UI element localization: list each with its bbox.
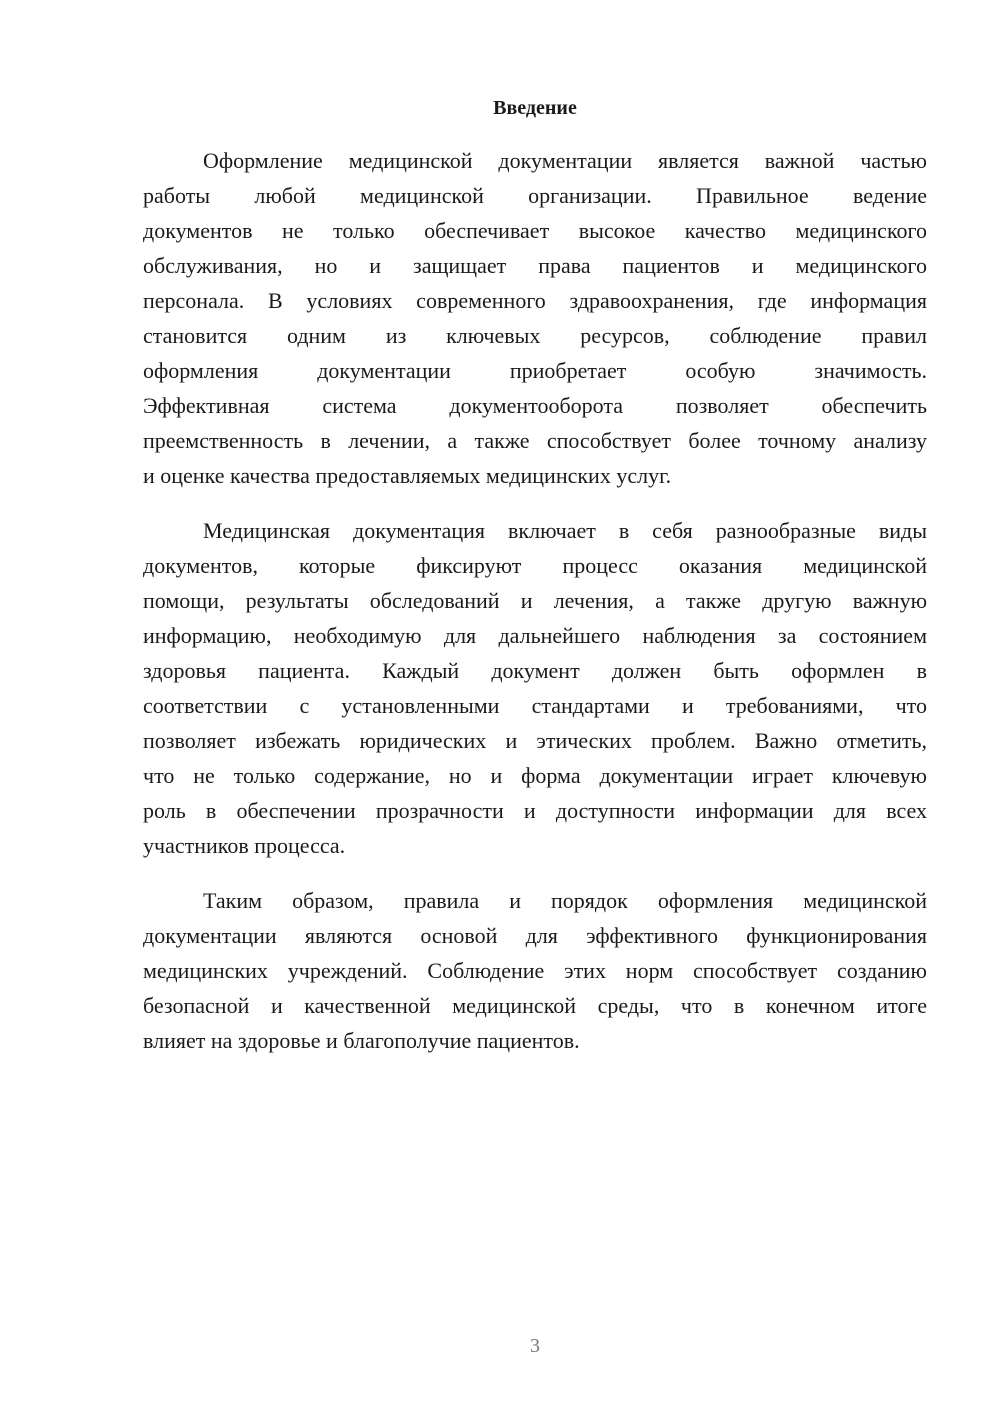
text-line: здоровья пациента. Каждый документ должен быть оформлен в — [143, 658, 927, 683]
paragraph — [143, 143, 927, 493]
text-line: позволяет избежать юридических и этических проблем. Важно отметить, — [143, 728, 927, 753]
text-line: документов, которые фиксируют процесс оказания медицинской — [143, 553, 927, 578]
text-line: обслуживания, но и защищает права пациентов и медицинского — [143, 253, 927, 278]
page-title: Введение — [493, 97, 577, 119]
text-line: Таким образом, правила и порядок оформления медицинской — [203, 888, 927, 913]
text-line: и оценке качества предоставляемых медицинских услуг. — [143, 463, 672, 488]
text-line: оформления документации приобретает особую значимость. — [143, 358, 927, 383]
text-line: персонала. В условиях современного здравоохранения, где информация — [143, 288, 927, 313]
text-line: документов не только обеспечивает высокое качество медицинского — [143, 218, 927, 243]
text-line: медицинских учреждений. Соблюдение этих норм способствует созданию — [143, 958, 927, 983]
text-line: роль в обеспечении прозрачности и доступности информации для всех — [143, 798, 927, 823]
text-line: помощи, результаты обследований и лечения, а также другую важную — [143, 588, 927, 613]
text-line: соответствии с установленными стандартами и требованиями, что — [143, 693, 927, 718]
body-text — [143, 143, 927, 1078]
text-line: работы любой медицинской организации. Правильное ведение — [143, 183, 927, 208]
text-line: безопасной и качественной медицинской среды, что в конечном итоге — [143, 993, 927, 1018]
text-line: информацию, необходимую для дальнейшего наблюдения за состоянием — [143, 623, 927, 648]
text-line: влияет на здоровье и благополучие пациентов. — [143, 1028, 580, 1053]
text-line: что не только содержание, но и форма документации играет ключевую — [143, 763, 927, 788]
text-line: становится одним из ключевых ресурсов, соблюдение правил — [143, 323, 927, 348]
text-line: Оформление медицинской документации является важной частью — [203, 148, 927, 173]
text-line: Эффективная система документооборота позволяет обеспечить — [143, 393, 927, 418]
text-line: Медицинская документация включает в себя разнообразные виды — [203, 518, 927, 543]
paragraph — [143, 513, 927, 863]
page-number: 3 — [530, 1335, 540, 1357]
text-line: участников процесса. — [143, 833, 346, 858]
paragraph — [143, 883, 927, 1058]
text-line: преемственность в лечении, а также способствует более точному анализу — [143, 428, 927, 453]
text-line: документации являются основой для эффективного функционирования — [143, 923, 927, 948]
